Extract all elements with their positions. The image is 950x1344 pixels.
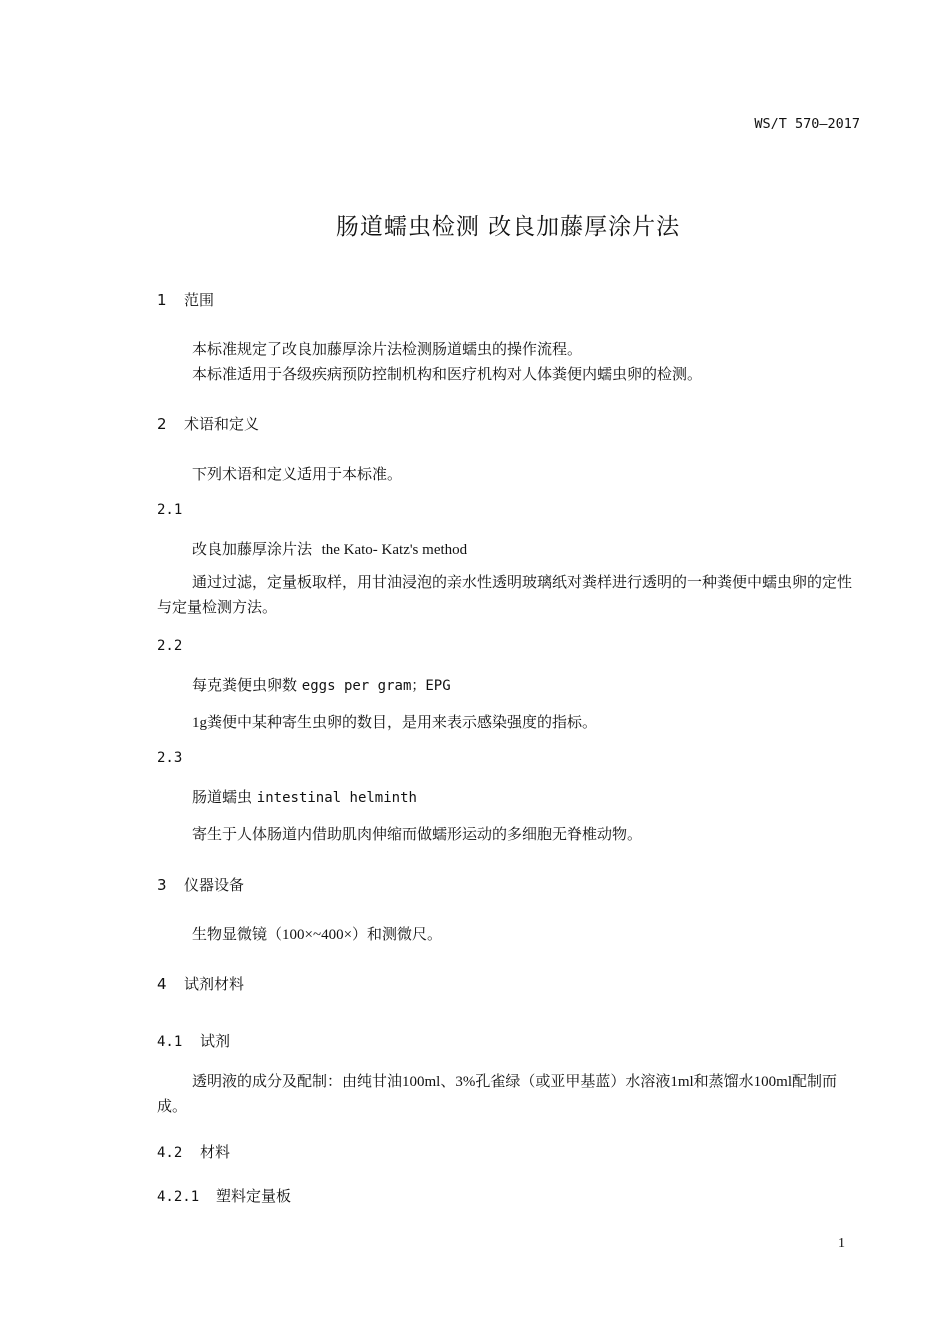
paragraph: 生物显微镜（100×~400×）和测微尺。 (192, 927, 443, 943)
term-number: 2.3 (157, 750, 183, 766)
paragraph: 本标准适用于各级疾病预防控制机构和医疗机构对人体粪便内蠕虫卵的检测。 (192, 367, 703, 383)
section-title: 塑料定量板 (216, 1187, 292, 1205)
section-number: 4.2.1 (157, 1189, 200, 1205)
subsection-4-2-heading (157, 1141, 230, 1162)
paragraph: 下列术语和定义适用于本标准。 (192, 467, 403, 483)
section-number: 4.2 (157, 1145, 183, 1161)
term-english: eggs per gram；EPG (301, 678, 451, 694)
section-number: 4 (157, 975, 167, 993)
term-chinese: 肠道蠕虫 (192, 788, 253, 806)
section-1-heading (157, 289, 214, 310)
term-english: the Kato- Katz's method (321, 542, 468, 558)
section-2-heading (157, 413, 259, 434)
paragraph: 透明液的成分及配制：由纯甘油100ml、3%孔雀绿（或亚甲基蓝）水溶液1ml和蒸馏水100ml配制而成。 (157, 1074, 838, 1115)
subsection-4-1-heading (157, 1030, 230, 1051)
term-heading (192, 674, 451, 695)
term-number: 2.1 (157, 502, 183, 518)
term-definition: 1g粪便中某种寄生虫卵的数目，是用来表示感染强度的指标。 (192, 715, 598, 731)
section-title: 材料 (200, 1143, 231, 1161)
section-4-heading (157, 973, 244, 994)
paragraph: 本标准规定了改良加藤厚涂片法检测肠道蠕虫的操作流程。 (192, 342, 583, 358)
section-3-heading (157, 874, 244, 895)
standard-code: WS/T 570—2017 (754, 116, 860, 132)
term-definition: 寄生于人体肠道内借助肌肉伸缩而做蠕形运动的多细胞无脊椎动物。 (192, 827, 643, 843)
term-definition: 通过过滤，定量板取样，用甘油浸泡的亲水性透明玻璃纸对粪样进行透明的一种粪便中蠕虫卵的定性与定量检测方法。 (157, 575, 853, 616)
term-chinese: 改良加藤厚涂片法 (192, 540, 313, 558)
section-title: 范围 (184, 291, 215, 309)
section-title: 试剂材料 (184, 975, 245, 993)
section-number: 3 (157, 876, 167, 894)
term-english: intestinal helminth (256, 790, 417, 806)
subsection-4-2-1-heading (157, 1185, 291, 1206)
term-heading (192, 538, 467, 559)
document-title: 肠道蠕虫检测 改良加藤厚涂片法 (335, 214, 681, 240)
section-title: 试剂 (200, 1032, 231, 1050)
section-number: 2 (157, 415, 167, 433)
section-title: 术语和定义 (184, 415, 260, 433)
section-title: 仪器设备 (184, 876, 245, 894)
term-number: 2.2 (157, 638, 183, 654)
term-heading (192, 786, 417, 807)
page-number: 1 (838, 1236, 845, 1251)
section-number: 4.1 (157, 1034, 183, 1050)
term-chinese: 每克粪便虫卵数 (192, 676, 298, 694)
section-number: 1 (157, 291, 167, 309)
